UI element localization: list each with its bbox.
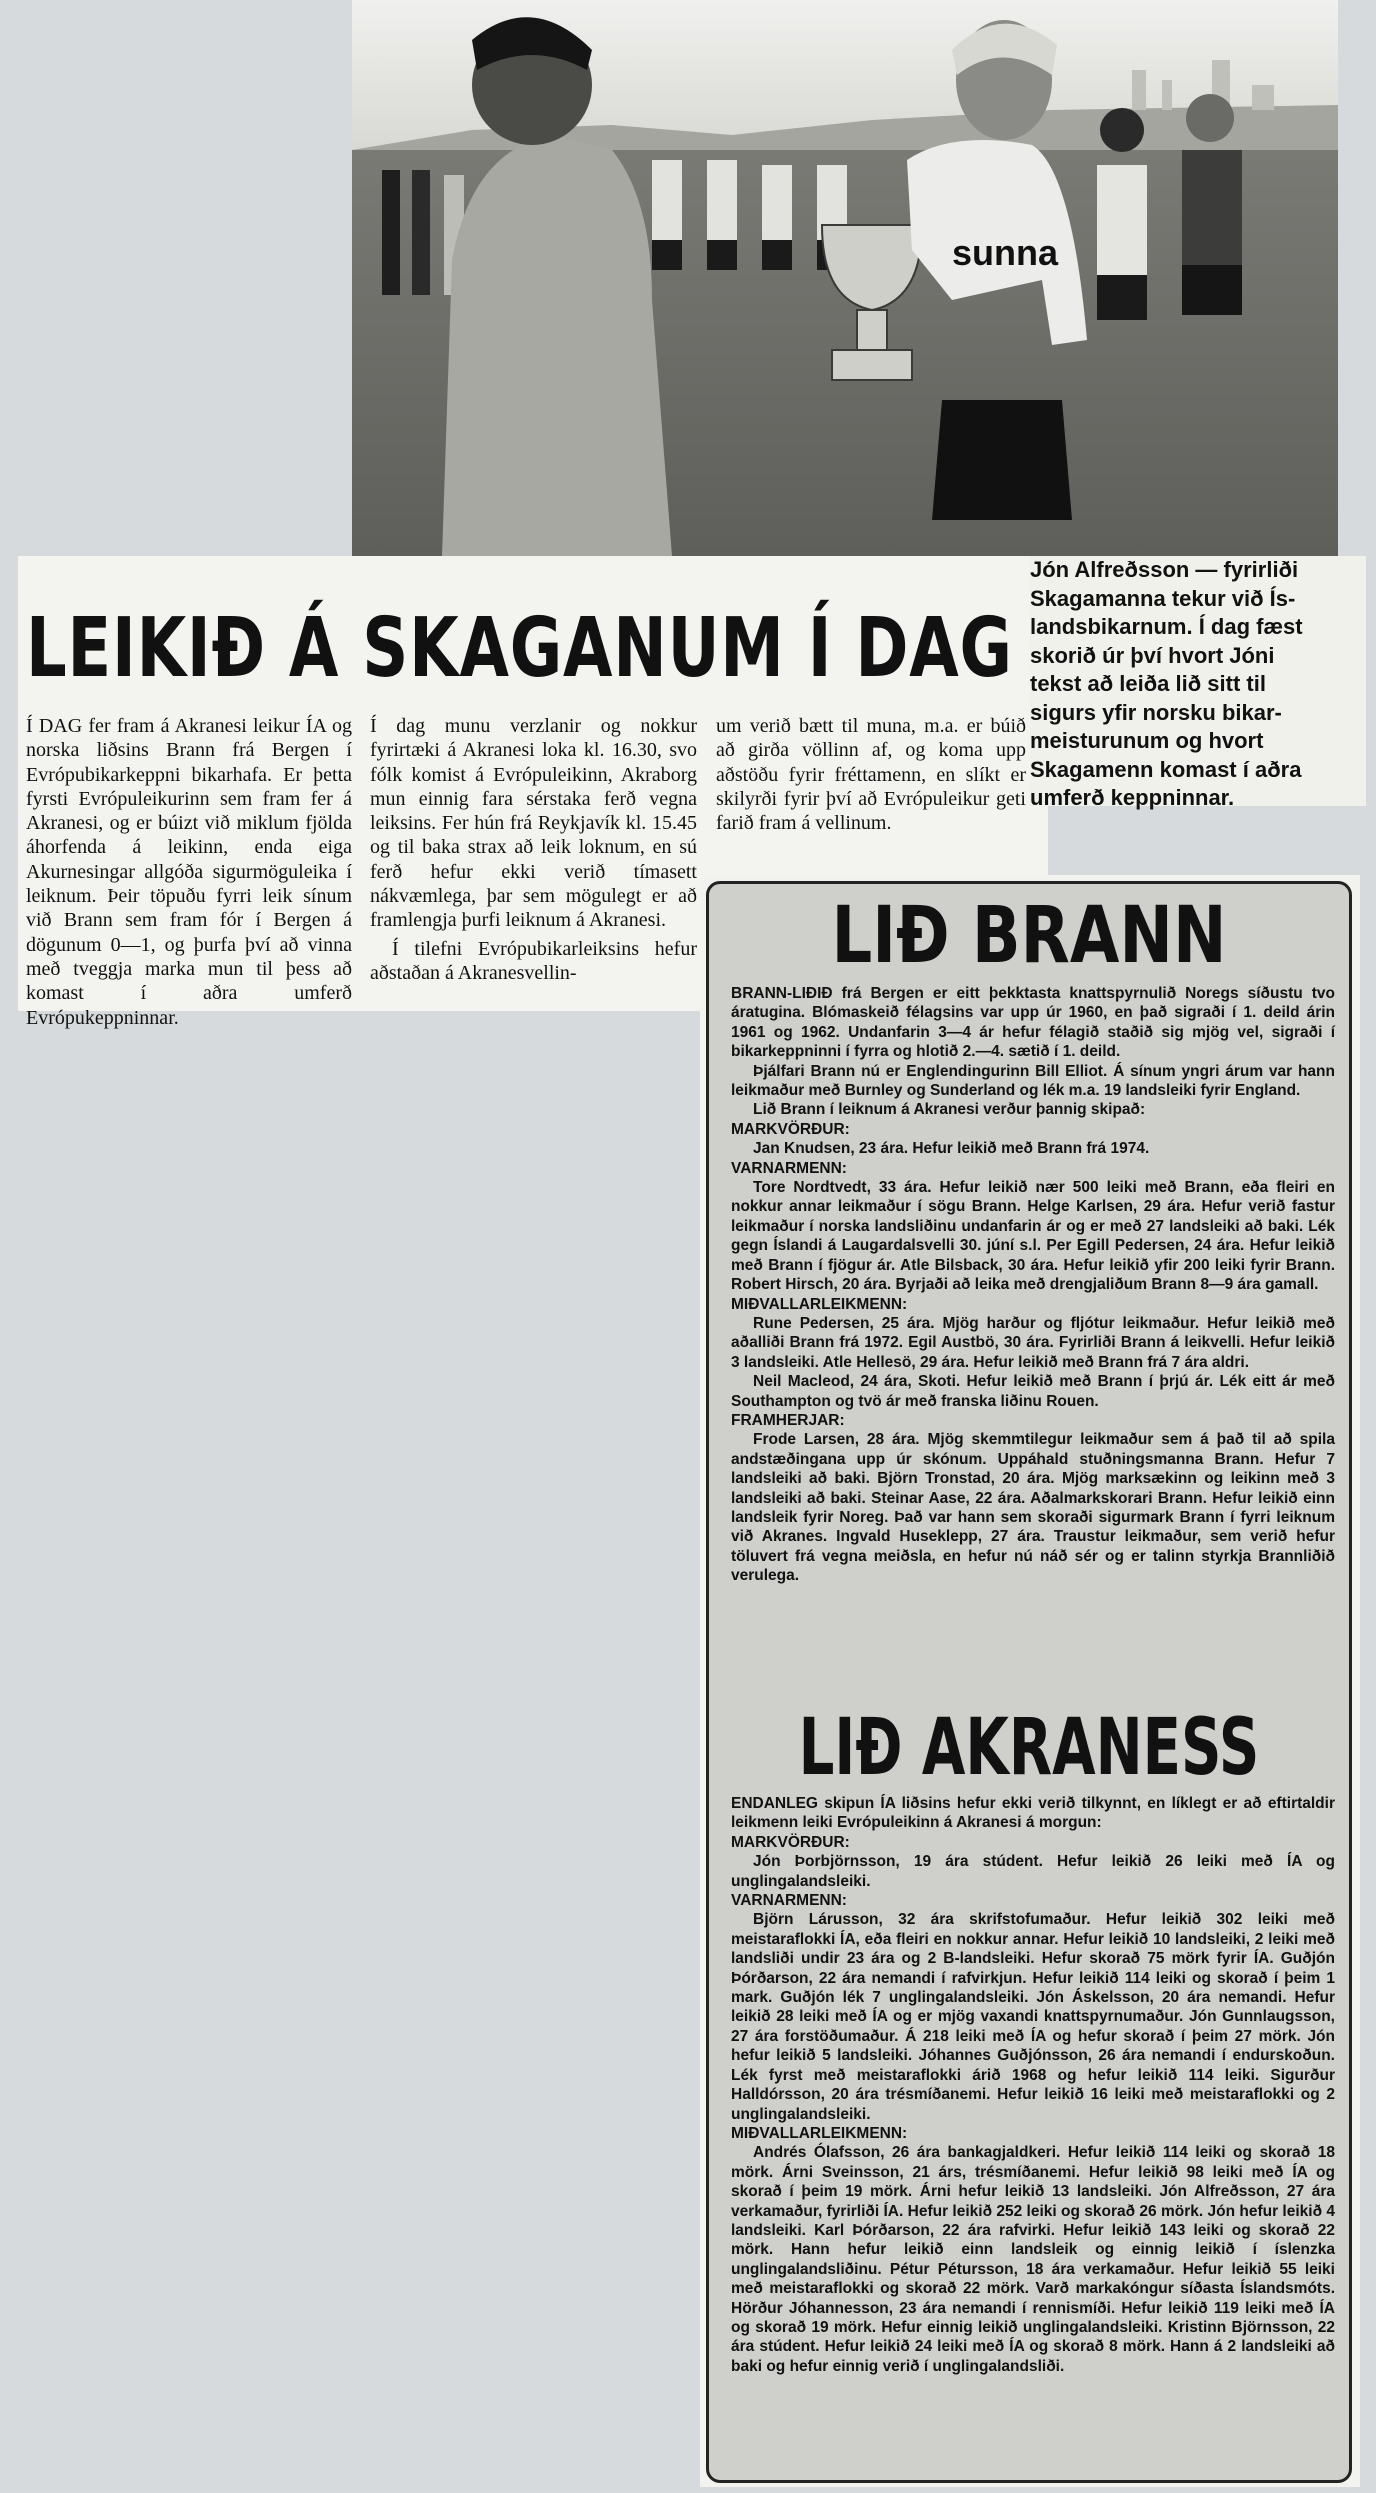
section-heading: FRAMHERJAR: [731, 1411, 845, 1429]
caption-line: meisturunum og hvort [1030, 728, 1264, 753]
photo-caption-clipping [1030, 556, 1366, 810]
article-paragraph: Í DAG fer fram á Akranesi leikur ÍA og norska liðsins Brann frá Bergen í Evrópubikarkeppni bikarhafa. Er þetta fyrsti Evrópuleikurinn sem fram fer á Akranesi, og er búizt við miklum fjölda áhorfenda á leikinn, enda eiga Akurnesingar allgóða sigurmöguleika í leiknum. Þeir töpuðu fyrri leik sínum við Brann sem fram fór í Bergen á dögunum 0—1, og þurfa því að vinna með tveggja marka mun til þess að komast í aðra umferð Evrópukeppninnar. [26, 715, 352, 1029]
lineup-paragraph: Jón Þorbjörnsson, 19 ára stúdent. Hefur leikið 26 leiki með ÍA og unglingalandsleiki. [731, 1853, 1335, 1890]
brann-title: LIÐ BRANN [831, 891, 1227, 981]
team-lineup-box [706, 881, 1352, 2483]
lineup-paragraph: Lið Brann í leiknum á Akranesi verður þannig skipað: [753, 1101, 1146, 1119]
news-photo [352, 0, 1338, 556]
caption-line: sigurs yfir norsku bikar- [1030, 699, 1282, 725]
section-heading: MARKVÖRÐUR: [731, 1120, 850, 1138]
section-heading: MARKVÖRÐUR: [731, 1833, 850, 1851]
akranes-title: LIÐ AKRANESS [798, 1703, 1260, 1793]
headline: LEIKIÐ Á SKAGANUM Í DAG [26, 601, 1013, 696]
caption-line: umferð keppninnar. [1030, 785, 1235, 810]
caption-line: Skagamanna tekur við Ís- [1030, 585, 1296, 611]
brann-lineup-text [731, 984, 1335, 1586]
lineup-paragraph: Þjálfari Brann nú er Englendingurinn Bill Elliot. Á sínum yngri árum var hann leikmaður með Burnley og Sunderland og lék m.a. 19 landsleiki fyrir England. [731, 1062, 1335, 1100]
article-column-3 [716, 714, 1026, 839]
lineup-paragraph: Neil Macleod, 24 ára, Skoti. Hefur leikið með Brann í þrjú ár. Lék eitt ár með Southampton og tvö ár með franska liðinu Rouen. [731, 1373, 1335, 1410]
article-paragraph: Í tilefni Evrópubikarleiksins hefur aðstaðan á Akranesvellin- [370, 937, 697, 984]
caption-line: Skagamenn komast í aðra [1030, 756, 1302, 782]
akranes-lineup-text [731, 1794, 1335, 2376]
section-heading: VARNARMENN: [731, 1892, 847, 1910]
caption-line: skorið úr því hvort Jóni [1030, 642, 1275, 668]
article-column-2 [370, 714, 697, 989]
lineup-paragraph: Björn Lárusson, 32 ára skrifstofumaður. Hefur leikið 302 leiki með meistaraflokki ÍA, eða fleiri en nokkur annar. Hefur leikið 10 landsleiki, 2 leiki með landsliði undir 23 ára og 2 B-landsleiki. Hefur skorað 75 mörk fyrir ÍA. Guðjón Þórðarson, 22 ára nemandi í rafvirkjun. Hefur leikið 114 leiki og skorað í þeim 1 mark. Guðjón lék 7 unglingalandsleiki. Jón Áskelsson, 20 ára nemandi. Hefur leikið 28 leiki með ÍA og er mjög vaxandi knattspyrnumaður. Jón Gunnlaugsson, 27 ára forstöðumaður. Á 218 leiki með ÍA og hefur skorað í þeim 27 mörk. Jón hefur leikið 5 landsleiki. Jóhannes Guðjónsson, 26 ára nemandi í endurskoðun. Lék fyrst með meistaraflokki árið 1968 og hefur leikið 114 leiki. Sigurður Halldórsson, 20 ára trésmíðanemi. Hefur leikið 16 leiki með meistaraflokki og 2 unglingalandsleiki. [731, 1911, 1335, 2123]
caption-line: landsbikarnum. Í dag fæst [1030, 614, 1303, 639]
lineup-paragraph: ENDANLEG skipun ÍA liðsins hefur ekki verið tilkynnt, en líklegt er að eftirtaldir leikmenn leiki Evrópuleikinn á Akranesi á morgun: [731, 1795, 1335, 1832]
article-column-1 [26, 714, 352, 1034]
trophy-presentation-image [352, 0, 1338, 556]
lineup-paragraph: BRANN-LIÐIÐ frá Bergen er eitt þekktasta knattspyrnulið Noregs síðustu tvo áratugina. Blómaskeið félagsins var upp úr 1960, en það sigraði í 1. deild árin 1961 og 1962. Undanfarin 3—4 ár hefur félagið staðið sig mjög vel, sigraði í bikarkeppninni í fyrra og hlotið 2.—4. sætið í 1. deild. [731, 985, 1335, 1061]
caption-line: Jón Alfreðsson — fyrirliði [1030, 557, 1299, 582]
shirt-sponsor-text: sunna [952, 232, 1059, 273]
article-paragraph: um verið bætt til muna, m.a. er búið að girða völlinn af, og koma upp aðstöðu fyrir fréttamenn, en slíkt er skilyrði fyrir því að Evrópuleikur geti farið fram á vellinum. [716, 715, 1026, 835]
lineup-paragraph: Jan Knudsen, 23 ára. Hefur leikið með Brann frá 1974. [753, 1140, 1150, 1158]
lineup-paragraph: Andrés Ólafsson, 26 ára bankagjaldkeri. Hefur leikið 114 leiki og skorað 18 mörk. Árni Sveinsson, 21 árs, trésmíðanemi. Hefur leikið 98 leiki með ÍA og skorað í þeim 19 mörk. Árni hefur leikið 13 landsleiki. Jón Alfreðsson, 27 ára verkamaður, fyrirliði ÍA. Hefur leikið 252 leiki og skorað 26 mörk. Jón hefur leikið 4 landsleiki. Karl Þórðarson, 22 ára rafvirki. Hefur leikið 143 leiki og skorað 22 mörk. Hann hefur leikið einn landsleik og einnig leikið í íslenzka unglingalandsliðinu. Pétur Pétursson, 18 ára verkamaður. Hefur leikið 55 leiki með meistaraflokki og skorað 22 mörk. Varð markakóngur síðasta Íslandsmóts. Hörður Jóhannesson, 23 ára nemandi í rennismíði. Hefur leikið 119 leiki með ÍA og skorað 19 mörk. Hefur einnig leikið unglingalandsleiki. Kristinn Björnsson, 22 ára stúdent. Hefur leikið 24 leiki með ÍA og skorað 8 mörk. Hann á 2 landsleiki að baki og hefur einnig verið í unglingalandsliði. [731, 2144, 1335, 2375]
photo-caption [1030, 556, 1366, 813]
lineup-paragraph: Rune Pedersen, 25 ára. Mjög harður og fljótur leikmaður. Hefur leikið með aðalliði Brann frá 1972. Egil Austbö, 30 ára. Fyrirliði Brann á leikvelli. Hefur leikið 3 landsleiki. Atle Hellesö, 29 ára. Hefur leikið með Brann frá 7 ára aldri. [731, 1314, 1335, 1371]
article-paragraph: Í dag munu verzlanir og nokkur fyrirtæki á Akranesi loka kl. 16.30, svo fólk komist á Evrópuleikinn, Akraborg mun einnig fara sérstaka ferð vegna leiksins. Fer hún frá Reykjavík kl. 15.45 og til baka strax að leik loknum, en sú ferð hefur ekki verið tímasett nákvæmlega, þar sem mögulegt er að framlengja þurfi leiknum á Akranesi. [370, 715, 697, 932]
section-heading: MIÐVALLARLEIKMENN: [731, 1295, 908, 1313]
team-lineup-clipping [700, 875, 1360, 2487]
section-heading: MIÐVALLARLEIKMENN: [731, 2124, 908, 2142]
caption-line: tekst að leiða lið sitt til [1030, 671, 1266, 696]
lineup-paragraph: Frode Larsen, 28 ára. Mjög skemmtilegur leikmaður sem á það til að spila andstæðingana upp úr skónum. Uppáhald stuðningsmanna Brann. Hefur 7 landsleiki að baki. Björn Tronstad, 20 ára. Mjög marksækinn og leikinn með 3 landsleiki að baki. Steinar Aase, 22 ára. Aðalmarkskorari Brann. Hefur leikið einn landsleik fyrir Noreg. Það var hann sem skoraði sigurmark Brann í fyrri leiknum við Akranes. Ingvald Huseklepp, 27 ára. Traustur leikmaður, sem verið hefur töluvert frá vegna meiðsla, en hefur nú náð sér og er talinn styrkja Brannliðið verulega. [731, 1431, 1335, 1585]
lineup-paragraph: Tore Nordtvedt, 33 ára. Hefur leikið nær 500 leiki með Brann, eða fleiri en nokkur annar leikmaður í sögu Brann. Helge Karlsen, 29 ára. Hefur verið fastur leikmaður í norska landsliðinu undanfarin ár og er með 27 landsleiki að baki. Lék gegn Íslandi á Laugardalsvelli 30. júní s.l. Per Egill Pedersen, 24 ára. Hefur leikið með Brann í fjögur ár. Atle Bilsback, 30 ára. Hefur leikið yfir 200 leiki fyrir Brann. Robert Hirsch, 20 ára. Byrjaði að leika með drengjaliðum Brann 8—9 ára gamall. [731, 1179, 1335, 1294]
section-heading: VARNARMENN: [731, 1159, 847, 1177]
